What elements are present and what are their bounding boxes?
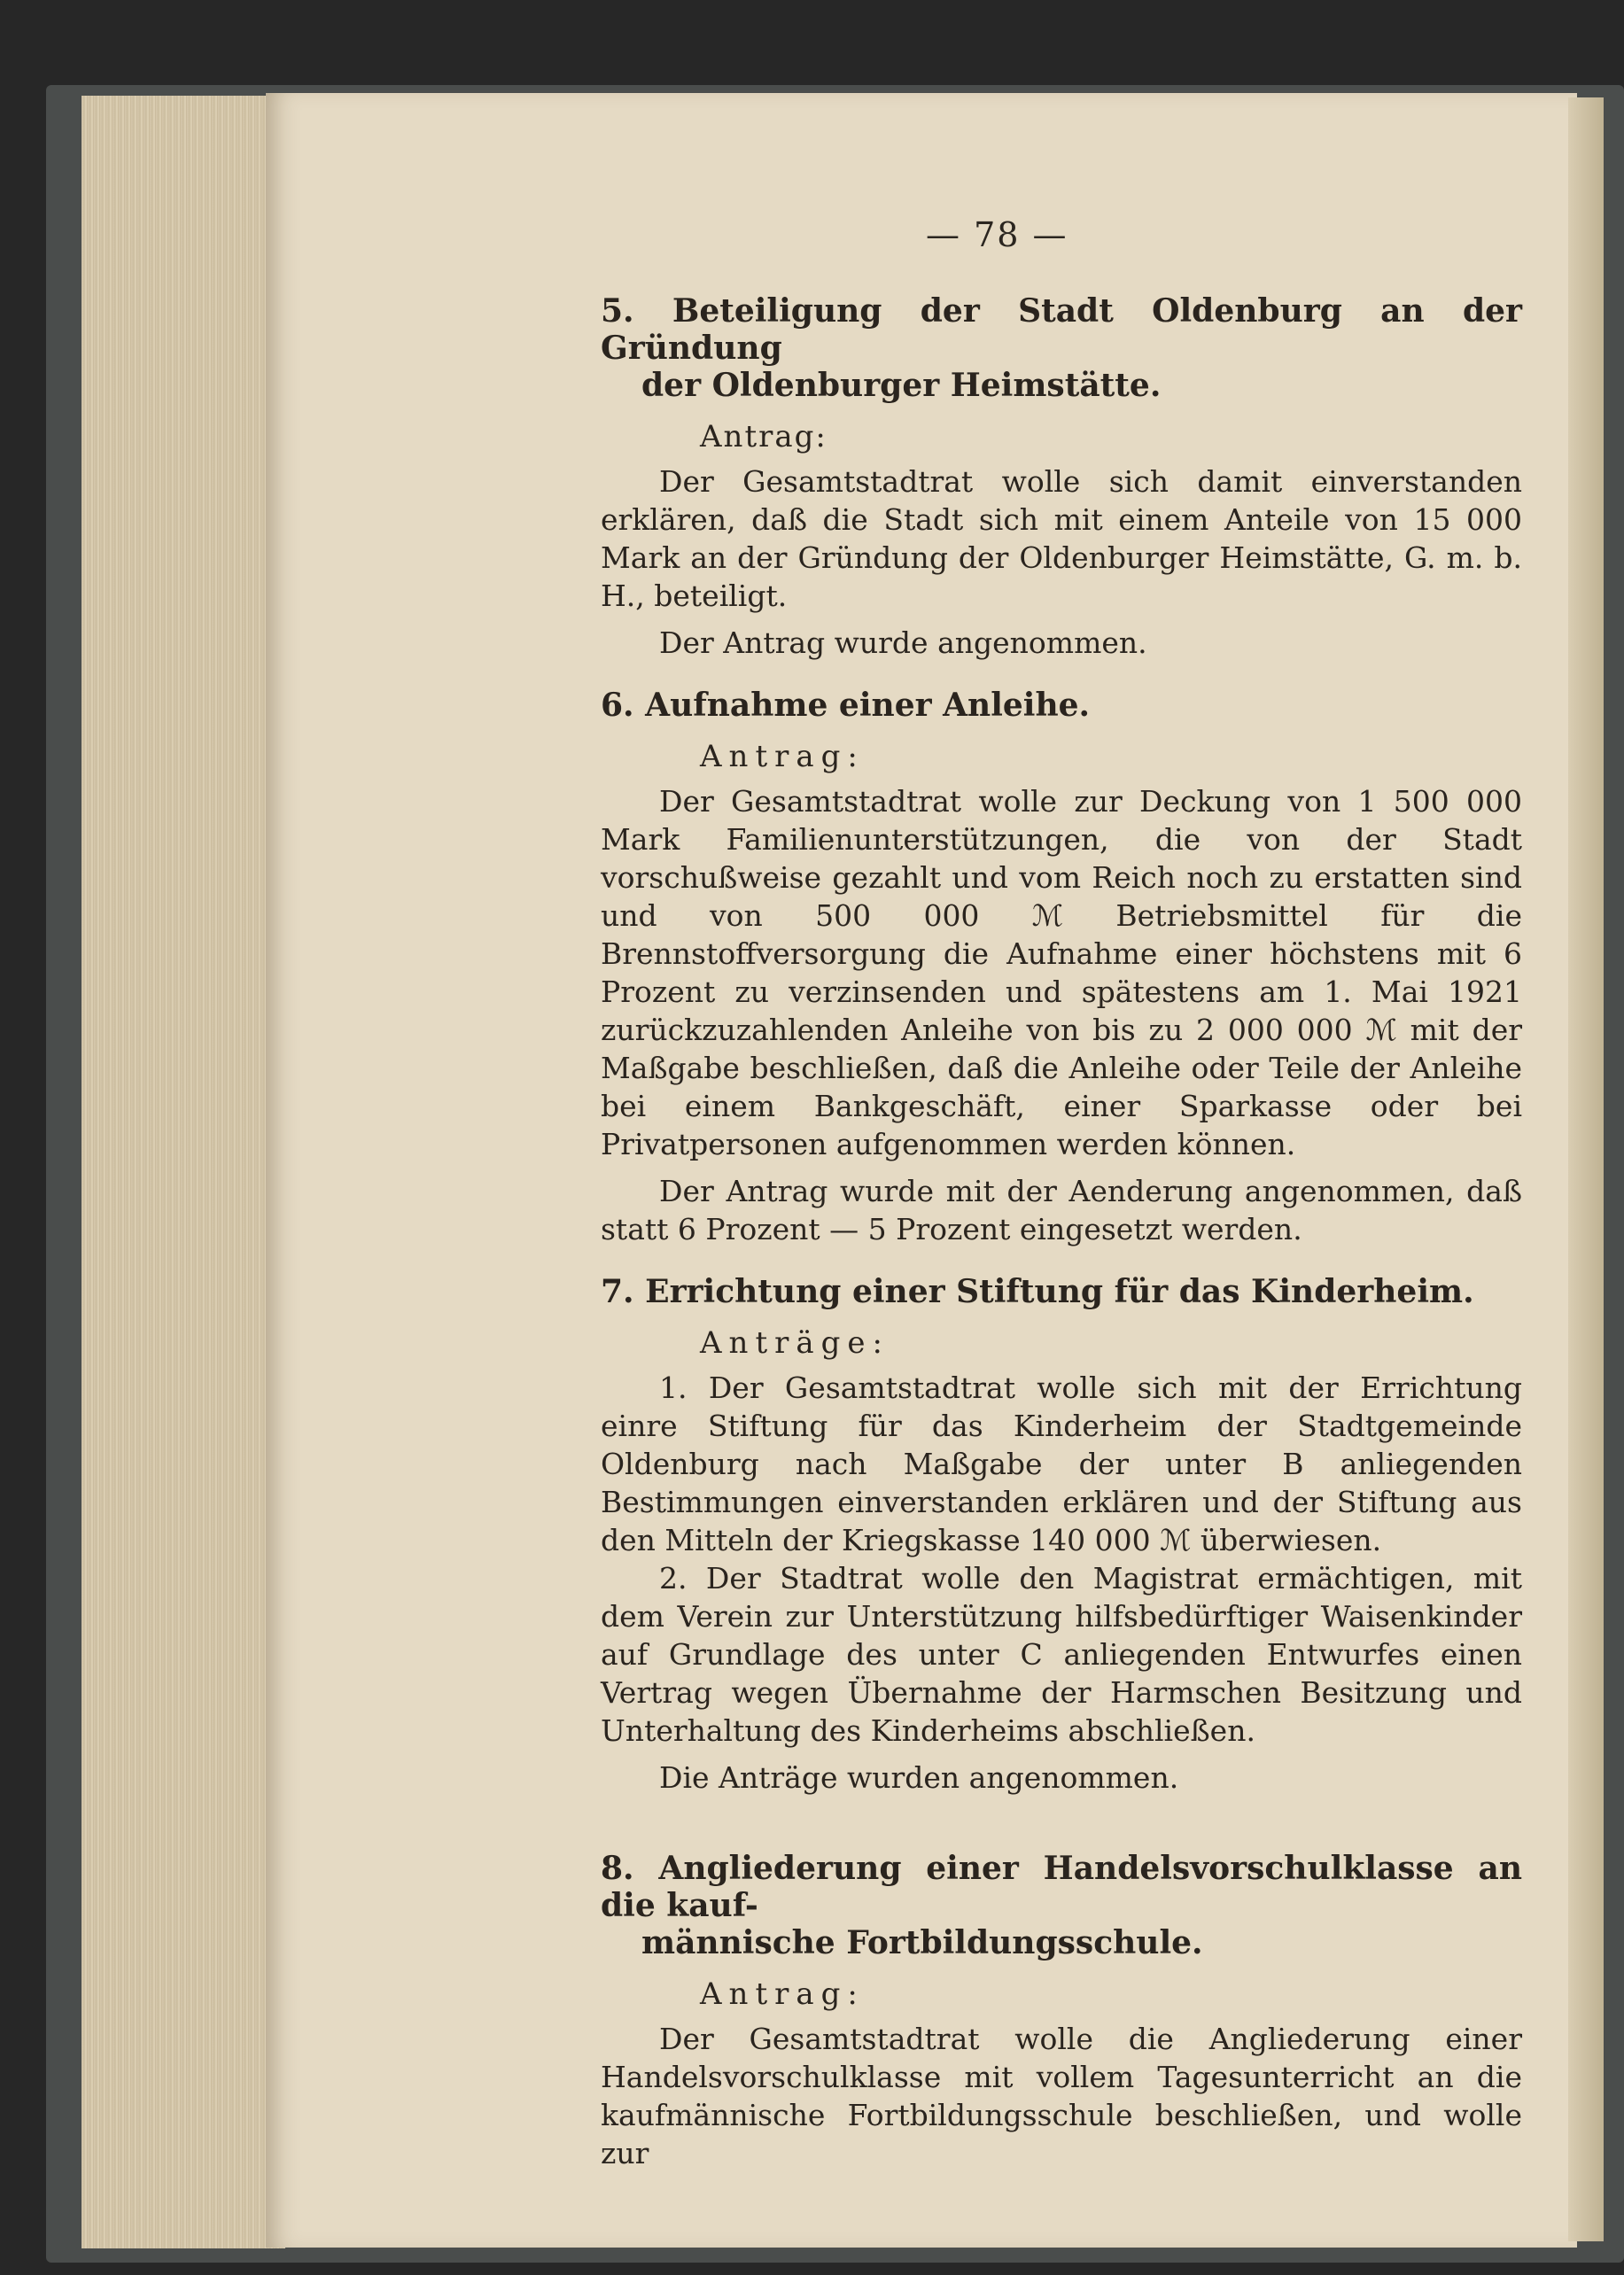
motion-label: Antrag:: [700, 419, 828, 454]
section-heading: [601, 687, 1522, 724]
page-edges: [82, 96, 285, 2248]
section-title-continued: männische Fortbildungsschule.: [641, 1924, 1203, 1961]
motion-text: 1. Der Gesamtstadtrat wolle sich mit der Errichtung einre Stiftung für das Kinderheim der Stadtgemeinde Oldenburg nach Maßgabe der unter B anliegenden Bestimmungen einverstanden erklären und der Stiftung aus den Mitteln der Kriegskasse 140 000 ℳ überwiesen.: [601, 1370, 1522, 1557]
section-heading: [601, 292, 1522, 367]
page-text: [601, 292, 1522, 2197]
motion-result: Der Antrag wurde mit der Aenderung angenommen, daß statt 6 Prozent — 5 Prozent eingesetzt werden.: [601, 1174, 1522, 1246]
motion-text: 2. Der Stadtrat wolle den Magistrat ermächtigen, mit dem Verein zur Unterstützung hilfsbedürftiger Waisenkinder auf Grundlage des unter C anliegenden Entwurfes einen Vertrag wegen Übernahme der Harmschen Besitzung und Unterhaltung des Kinderheims abschließen.: [601, 1561, 1522, 1748]
section-5: [601, 292, 1522, 662]
page-gutter: [1568, 97, 1604, 2241]
section-number: 8.: [601, 1850, 634, 1887]
section-number: 5.: [601, 292, 634, 330]
section-title: Angliederung einer Handelsvorschulklasse an die kauf-: [601, 1850, 1522, 1924]
section-number: 7.: [601, 1273, 634, 1310]
page-number: — 78 —: [926, 215, 1068, 254]
motion-label: Antrag:: [700, 1976, 865, 2012]
section-title: Errichtung einer Stiftung für das Kinderheim.: [645, 1273, 1474, 1310]
motion-text: Der Gesamtstadtrat wolle zur Deckung von 1 500 000 Mark Familienunterstützungen, die von der Stadt vorschußweise gezahlt und vom Reich noch zu erstatten sind und von 500 000 ℳ Betriebsmittel für die Brennstoffversorgung die Aufnahme einer höchstens mit 6 Prozent zu verzinsenden und spätestens am 1. Mai 1921 zurückzuzahlenden Anleihe von bis zu 2 000 000 ℳ mit der Maßgabe beschließen, daß die Anleihe oder Teile der Anleihe bei einem Bankgeschäft, einer Sparkasse oder bei Privatpersonen aufgenommen werden können.: [601, 784, 1522, 1161]
motion-result: Die Anträge wurden angenommen.: [659, 1760, 1179, 1795]
motion-text: Der Gesamtstadtrat wolle die Angliederung einer Handelsvorschulklasse mit vollem Tagesunterricht an die kaufmännische Fortbildungsschule beschließen, und wolle zur: [601, 2022, 1522, 2170]
section-title: Aufnahme einer Anleihe.: [645, 687, 1091, 724]
section-title-continued: der Oldenburger Heimstätte.: [641, 367, 1162, 404]
motion-text: Der Gesamtstadtrat wolle sich damit einverstanden erklären, daß die Stadt sich mit einem Anteile von 15 000 Mark an der Gründung der Oldenburger Heimstätte, G. m. b. H., beteiligt.: [601, 464, 1522, 613]
section-8: [601, 1850, 1522, 2172]
section-heading: [601, 1850, 1522, 1924]
section-6: [601, 687, 1522, 1248]
section-7: [601, 1273, 1522, 1797]
section-title: Beteiligung der Stadt Oldenburg an der Gründung: [601, 292, 1522, 367]
section-number: 6.: [601, 687, 634, 724]
section-heading: [601, 1273, 1522, 1310]
motion-label: Anträge:: [700, 1325, 890, 1361]
motion-result: Der Antrag wurde angenommen.: [659, 625, 1147, 660]
motion-label: Antrag:: [700, 739, 865, 774]
